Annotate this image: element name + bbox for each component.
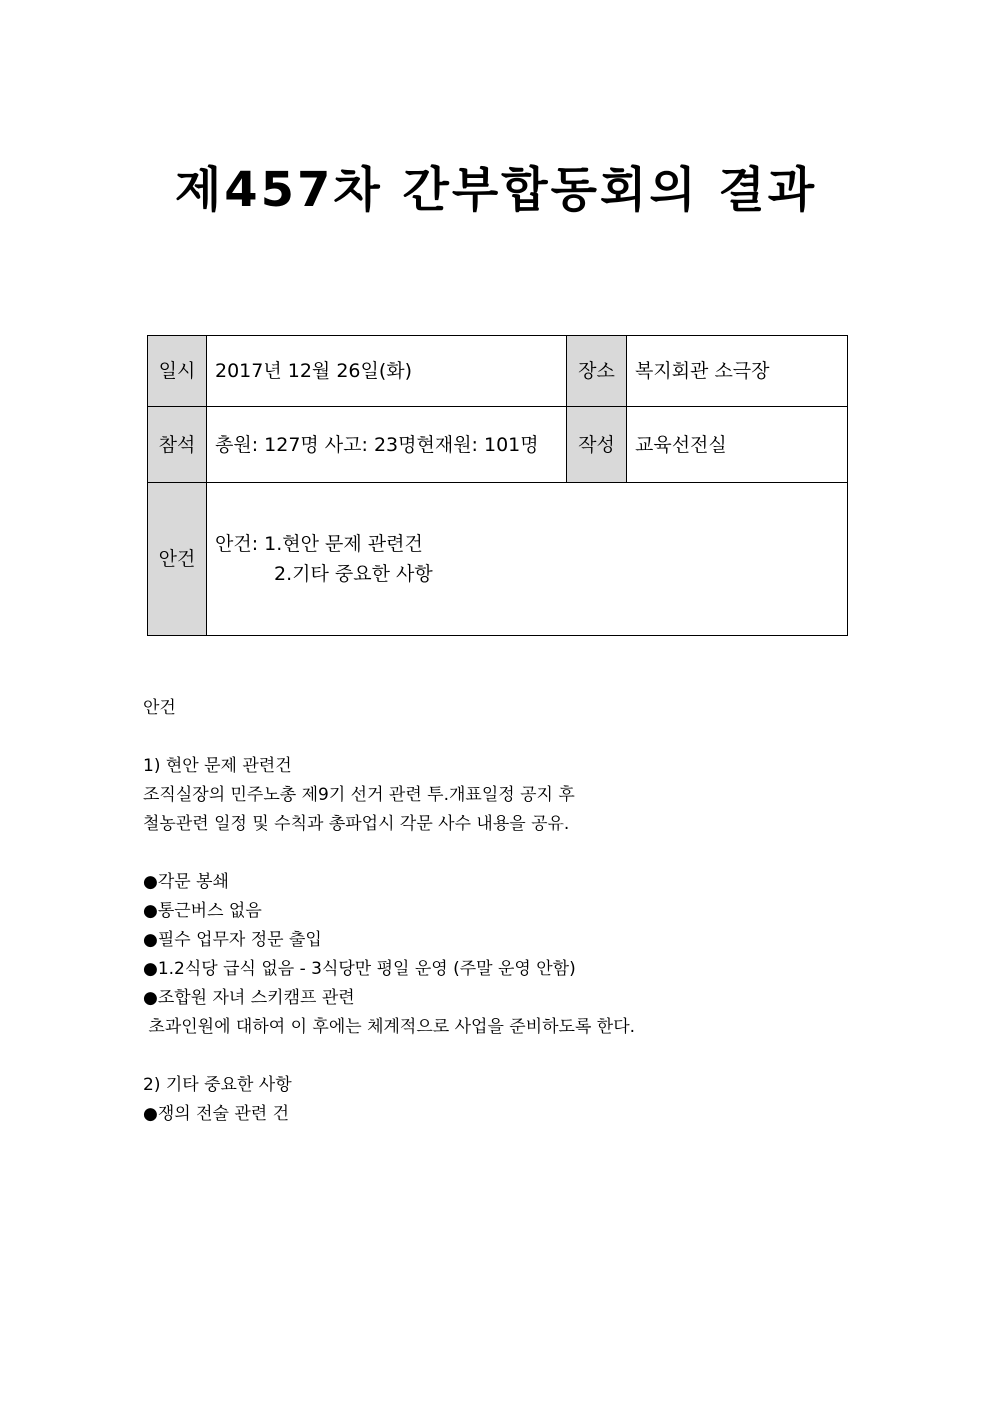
date-value: 2017년 12월 26일(화) [207,336,567,407]
list-item: ●1.2식당 급식 없음 - 3식당만 평일 운영 (주말 운영 안함) [143,959,576,979]
section-1-paragraph: 철농관련 일정 및 수칙과 총파업시 각문 사수 내용을 공유. [143,814,570,834]
list-item: ●각문 봉쇄 [143,872,229,892]
table-row [148,336,848,407]
meeting-info-table [147,335,848,636]
place-label: 장소 [567,336,627,407]
list-item: ●쟁의 전술 관련 건 [143,1104,289,1124]
spacer [143,723,843,752]
date-label: 일시 [148,336,207,407]
meeting-body [143,694,843,1129]
agenda-value [207,483,848,636]
agenda-item-1: 안건: 1.현안 문제 관련건 [215,533,423,555]
attendance-value: 총원: 127명 사고: 23명현재원: 101명 [207,407,567,483]
page-title: 제457차 간부합동회의 결과 [174,162,818,218]
author-value: 교육선전실 [627,407,848,483]
list-item: ●통근버스 없음 [143,901,262,921]
agenda-item-2: 2.기타 중요한 사항 [274,563,433,585]
agenda-label: 안건 [148,483,207,636]
section-1-paragraph: 조직실장의 민주노총 제9기 선거 관련 투.개표일정 공지 후 [143,785,575,805]
table-row [148,407,848,483]
section-1-title: 1) 현안 문제 관련건 [143,756,292,776]
spacer [143,839,843,868]
author-label: 작성 [567,407,627,483]
list-item: ●조합원 자녀 스키캠프 관련 [143,988,355,1008]
list-item: ●필수 업무자 정문 출입 [143,930,322,950]
section-1-note: 초과인원에 대하여 이 후에는 체계적으로 사업을 준비하도록 한다. [143,1017,636,1037]
spacer [143,1042,843,1071]
table-row [148,483,848,636]
place-value: 복지회관 소극장 [627,336,848,407]
section-2-title: 2) 기타 중요한 사항 [143,1075,292,1095]
attendance-label: 참석 [148,407,207,483]
body-heading: 안건 [143,698,176,718]
